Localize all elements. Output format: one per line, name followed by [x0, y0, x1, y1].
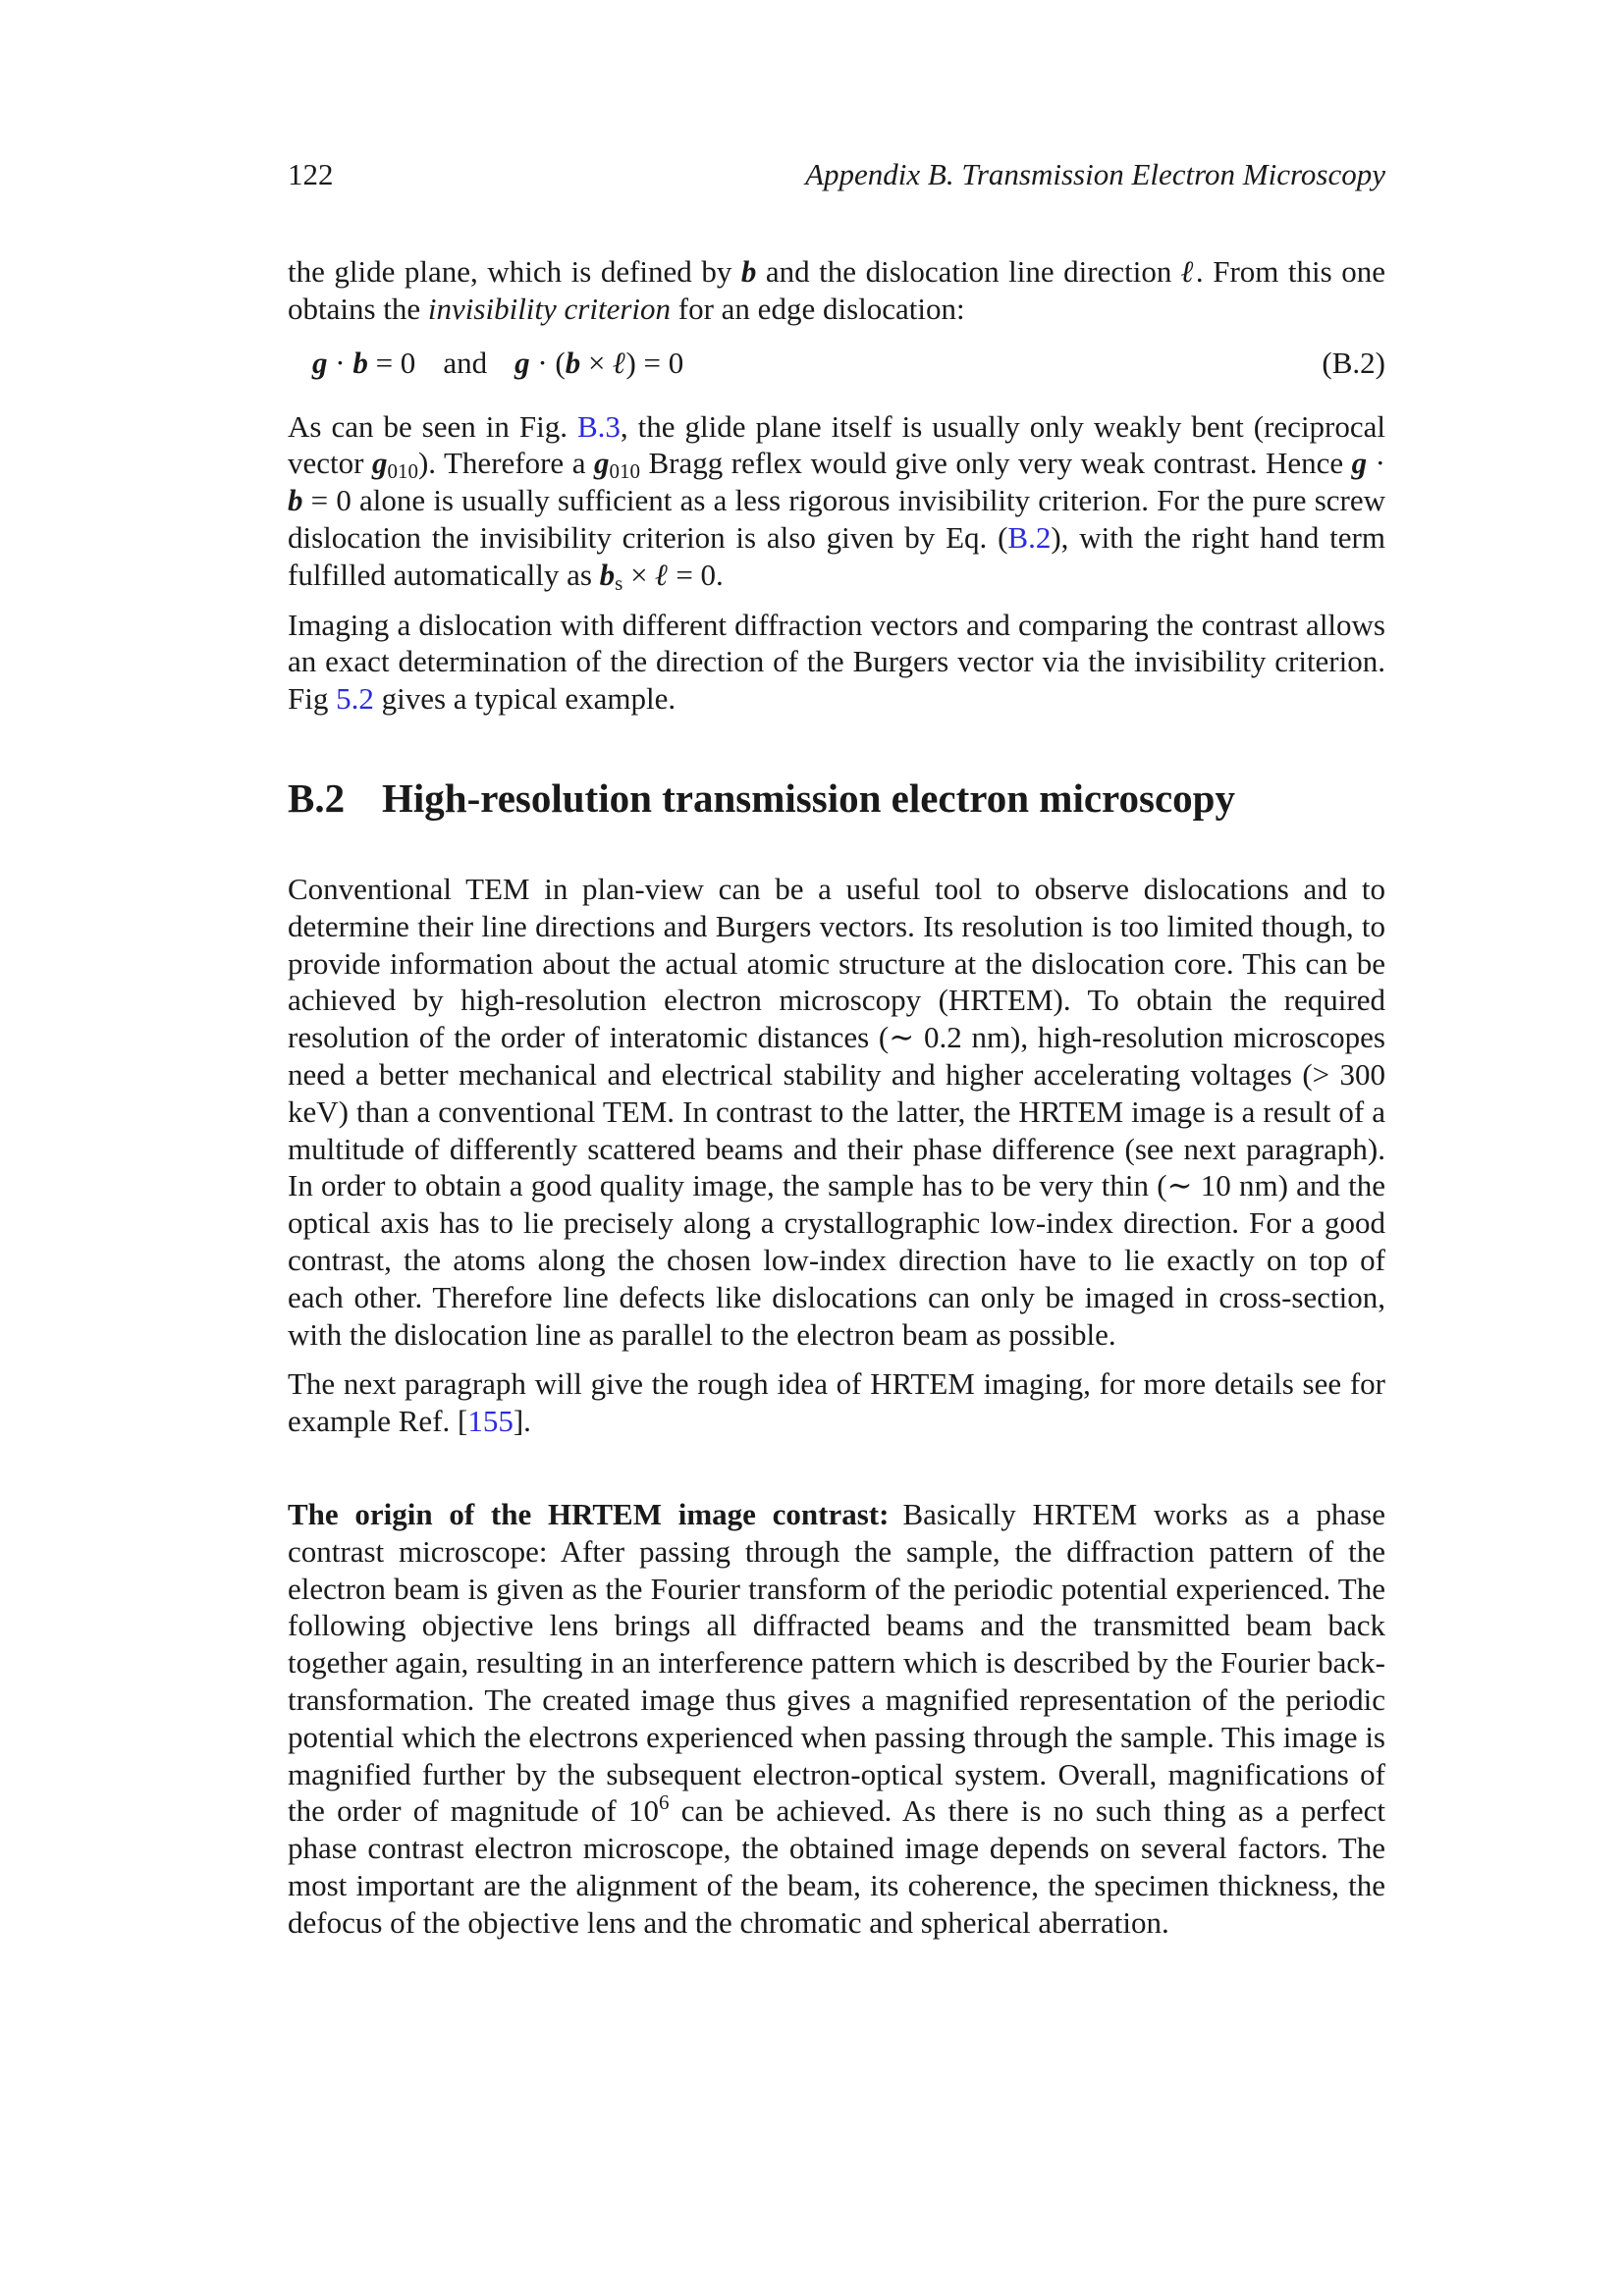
text: ]. [513, 1404, 531, 1439]
vector-ell: ℓ [1180, 254, 1196, 289]
text: = 0 alone is usually sufficient as a less rigorous invisibility criterion. For the pure screw dislocation the invisibility criterion is also given by Eq. ( [288, 483, 1385, 555]
paragraph-imaging-dislocation [288, 607, 1385, 718]
vector-g: g [371, 446, 388, 481]
text: Imaging a dislocation with different diffraction vectors and comparing the contrast allows an exact determination of the direction of the Burgers vector via the invisibility criterion. Fig [288, 607, 1385, 717]
paragraph-glide-plane [288, 253, 1385, 328]
run-in-heading: The origin of the HRTEM image contrast: [288, 1496, 890, 1531]
subscript: 010 [387, 459, 418, 484]
vector-b: b [599, 557, 616, 592]
section-title: High-resolution transmission electron microscopy [382, 774, 1235, 821]
text: and the dislocation line direction [756, 254, 1181, 289]
section-number: B.2 [288, 774, 346, 821]
vector-g: g [312, 345, 328, 380]
text: Bragg reflex would give only very weak contrast. Hence [639, 446, 1352, 481]
text: = 0. [668, 557, 724, 592]
running-title: Appendix B. Transmission Electron Microscopy [805, 157, 1385, 191]
operator: × [580, 345, 614, 380]
equation-number: (B.2) [1322, 345, 1385, 380]
citation-link-155[interactable]: 155 [467, 1404, 514, 1439]
text: Basically HRTEM works as a phase contrast microscope: After passing through the sample, the diffraction pattern of the electron beam is given as the Fourier transform of the periodic potential experienced. The following objective lens brings all diffracted beams and the transmitted beam back together again, resulting in an interference pattern which is described by the Fourier back-transformation. The created image thus gives a magnified representation of the periodic potential which the electrons experienced when passing through the sample. This image is magnified further by the subsequent electron-optical system. Overall, magnifications of the order of magnitude of 10 [288, 1496, 1386, 1829]
paragraph-conventional-tem: Conventional TEM in plan-view can be a useful tool to observe dislocations and to determine their line directions and Burgers vectors. Its resolution is too limited though, to provide information about the actual atomic structure at the dislocation core. This can be achieved by high-resolution electron microscopy (HRTEM). To obtain the required resolution of the order of interatomic distances (∼ 0.2 nm), high-resolution microscopes need a better mechanical and electrical stability and higher accelerating voltages (> 300 keV) than a conventional TEM. In contrast to the latter, the HRTEM image is a result of a multitude of differently scattered beams and their phase difference (see next paragraph). In order to obtain a good quality image, the sample has to be very thin (∼ 10 nm) and the optical axis has to lie precisely along a crystallographic low-index direction. For a good contrast, the atoms along the chosen low-index direction have to lie exactly on top of each other. Therefore line defects like dislocations can only be imaged in cross-section, with the dislocation line as parallel to the electron beam as possible. [288, 871, 1385, 1352]
body-text [288, 253, 1385, 1941]
text: ), with the right hand term fulfilled automatically as [288, 519, 1385, 592]
vector-b: b [352, 345, 368, 380]
operator: ) = 0 [625, 345, 684, 380]
text: As can be seen in Fig. [288, 408, 577, 444]
page-number: 122 [288, 157, 334, 191]
emphasis-invisibility-criterion: invisibility criterion [427, 291, 672, 326]
link-eq-b2[interactable]: B.2 [1007, 519, 1052, 555]
paragraph-hrtem-contrast [288, 1496, 1385, 1942]
page [288, 157, 1385, 1953]
superscript: 6 [658, 1790, 670, 1815]
text: for an edge dislocation: [671, 291, 965, 326]
subscript: 010 [609, 459, 640, 484]
link-fig-b3[interactable]: B.3 [576, 408, 621, 444]
vector-ell: ℓ [613, 345, 626, 380]
text: the glide plane, which is defined by [288, 254, 741, 289]
text: , the glide plane itself is usually only weakly bent (reciprocal vector [288, 408, 1386, 481]
text: . From this one obtains the [288, 254, 1385, 326]
vector-g: g [514, 345, 530, 380]
subscript: s [615, 570, 623, 595]
vector-b: b [288, 483, 303, 518]
equation-b2 [288, 345, 1385, 381]
operator: = 0 [367, 345, 416, 380]
running-header [288, 157, 1385, 196]
text: ). Therefore a [417, 446, 594, 481]
vector-b: b [565, 345, 581, 380]
paragraph-next-paragraph [288, 1365, 1385, 1440]
equation-and: and [443, 345, 488, 380]
operator: · [327, 345, 353, 380]
text: gives a typical example. [373, 681, 676, 717]
paragraph-glide-plane-bent [288, 408, 1385, 594]
spacer [288, 1453, 1385, 1496]
text: The next paragraph will give the rough idea of HRTEM imaging, for more details see for example Ref. [ [288, 1366, 1385, 1439]
vector-b: b [740, 254, 757, 289]
text: can be achieved. As there is no such thing as a perfect phase contrast electron microscope, the obtained image depends on several factors. The most important are the alignment of the beam, its coherence, the specimen thickness, the defocus of the objective lens and the chromatic and spherical aberration. [288, 1793, 1386, 1940]
vector-ell: ℓ [655, 557, 669, 592]
section-heading [288, 774, 1385, 822]
operator: × [622, 557, 656, 592]
vector-g: g [593, 446, 610, 481]
vector-g: g [1351, 446, 1368, 481]
operator: · [1367, 446, 1385, 481]
operator: · ( [529, 345, 566, 380]
equation-body [312, 345, 683, 382]
link-fig-5-2[interactable]: 5.2 [336, 681, 374, 717]
